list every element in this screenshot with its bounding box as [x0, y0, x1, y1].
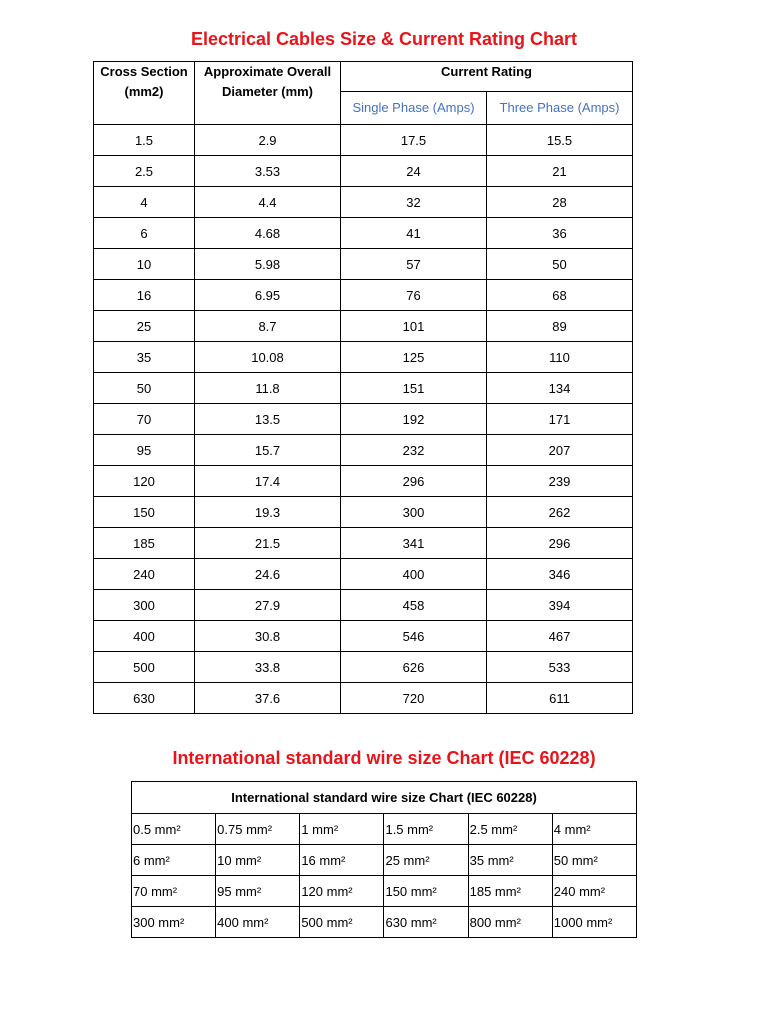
cell-diameter: 5.98: [195, 249, 341, 280]
cell-diameter: 3.53: [195, 156, 341, 187]
cell-diameter: 11.8: [195, 373, 341, 404]
table-row: [94, 652, 633, 683]
iec-size-cell: 1 mm²: [300, 814, 384, 845]
iec-header-row: [132, 782, 637, 814]
page-title: Electrical Cables Size & Current Rating Chart: [190, 29, 578, 49]
cell-diameter: 8.7: [195, 311, 341, 342]
header-cross-section: Cross Section (mm2): [94, 62, 195, 125]
cell-single-phase: 458: [341, 590, 487, 621]
cell-cross-section: 240: [94, 559, 195, 590]
cell-single-phase: 341: [341, 528, 487, 559]
cell-three-phase: 21: [487, 156, 633, 187]
iec-size-cell: 150 mm²: [384, 876, 468, 907]
table-row: [94, 280, 633, 311]
cell-three-phase: 346: [487, 559, 633, 590]
iec-size-cell: 50 mm²: [552, 845, 636, 876]
cell-single-phase: 296: [341, 466, 487, 497]
iec-table-body: [132, 814, 637, 938]
cell-single-phase: 626: [341, 652, 487, 683]
table-row: [94, 311, 633, 342]
cell-cross-section: 35: [94, 342, 195, 373]
cell-three-phase: 207: [487, 435, 633, 466]
cell-single-phase: 57: [341, 249, 487, 280]
iec-size-cell: 95 mm²: [216, 876, 300, 907]
iec-size-cell: 185 mm²: [468, 876, 552, 907]
iec-size-cell: 630 mm²: [384, 907, 468, 938]
cell-three-phase: 68: [487, 280, 633, 311]
iec-size-cell: 1000 mm²: [552, 907, 636, 938]
cell-single-phase: 76: [341, 280, 487, 311]
cell-three-phase: 296: [487, 528, 633, 559]
table-row: [94, 249, 633, 280]
table-row: [94, 621, 633, 652]
cell-three-phase: 262: [487, 497, 633, 528]
iec-size-cell: 35 mm²: [468, 845, 552, 876]
cell-cross-section: 2.5: [94, 156, 195, 187]
cell-diameter: 24.6: [195, 559, 341, 590]
cell-cross-section: 120: [94, 466, 195, 497]
table-row: [94, 683, 633, 714]
cell-three-phase: 533: [487, 652, 633, 683]
cell-single-phase: 300: [341, 497, 487, 528]
table-row: [94, 435, 633, 466]
cell-three-phase: 467: [487, 621, 633, 652]
cell-cross-section: 500: [94, 652, 195, 683]
iec-size-cell: 0.75 mm²: [216, 814, 300, 845]
table-row: [94, 590, 633, 621]
cell-diameter: 17.4: [195, 466, 341, 497]
cell-cross-section: 300: [94, 590, 195, 621]
cell-diameter: 6.95: [195, 280, 341, 311]
cell-cross-section: 1.5: [94, 125, 195, 156]
cell-three-phase: 611: [487, 683, 633, 714]
cell-cross-section: 4: [94, 187, 195, 218]
cell-single-phase: 192: [341, 404, 487, 435]
table-row: [94, 528, 633, 559]
iec-size-cell: 2.5 mm²: [468, 814, 552, 845]
cell-cross-section: 400: [94, 621, 195, 652]
cell-diameter: 13.5: [195, 404, 341, 435]
cable-rating-table: [93, 61, 633, 714]
cell-three-phase: 171: [487, 404, 633, 435]
cell-cross-section: 95: [94, 435, 195, 466]
cell-three-phase: 28: [487, 187, 633, 218]
header-single-phase: Single Phase (Amps): [341, 92, 487, 125]
iec-size-cell: 500 mm²: [300, 907, 384, 938]
iec-size-cell: 25 mm²: [384, 845, 468, 876]
iec-size-cell: 4 mm²: [552, 814, 636, 845]
table-row: [94, 373, 633, 404]
iec-size-cell: 240 mm²: [552, 876, 636, 907]
cell-three-phase: 50: [487, 249, 633, 280]
header-diameter: Approximate Overall Diameter (mm): [195, 62, 341, 125]
cell-single-phase: 101: [341, 311, 487, 342]
cell-cross-section: 16: [94, 280, 195, 311]
iec-table-header: International standard wire size Chart (IEC 60228): [132, 782, 637, 814]
cell-diameter: 27.9: [195, 590, 341, 621]
cell-diameter: 21.5: [195, 528, 341, 559]
cell-diameter: 10.08: [195, 342, 341, 373]
cell-cross-section: 70: [94, 404, 195, 435]
iec-size-cell: 0.5 mm²: [132, 814, 216, 845]
table-row: [94, 156, 633, 187]
cell-cross-section: 50: [94, 373, 195, 404]
cell-three-phase: 239: [487, 466, 633, 497]
cell-three-phase: 394: [487, 590, 633, 621]
iec-size-cell: 1.5 mm²: [384, 814, 468, 845]
cell-cross-section: 25: [94, 311, 195, 342]
iec-size-cell: 800 mm²: [468, 907, 552, 938]
iec-size-cell: 300 mm²: [132, 907, 216, 938]
iec-size-cell: 16 mm²: [300, 845, 384, 876]
cell-single-phase: 24: [341, 156, 487, 187]
iec-wire-size-table: [131, 781, 637, 938]
table-row: [94, 125, 633, 156]
cell-cross-section: 185: [94, 528, 195, 559]
cell-diameter: 37.6: [195, 683, 341, 714]
cell-diameter: 30.8: [195, 621, 341, 652]
iec-size-cell: 400 mm²: [216, 907, 300, 938]
iec-size-cell: 6 mm²: [132, 845, 216, 876]
header-three-phase: Three Phase (Amps): [487, 92, 633, 125]
cell-three-phase: 15.5: [487, 125, 633, 156]
cell-diameter: 19.3: [195, 497, 341, 528]
cell-cross-section: 150: [94, 497, 195, 528]
cell-diameter: 2.9: [195, 125, 341, 156]
cell-cross-section: 630: [94, 683, 195, 714]
cell-cross-section: 10: [94, 249, 195, 280]
cell-single-phase: 232: [341, 435, 487, 466]
cell-three-phase: 134: [487, 373, 633, 404]
cell-single-phase: 546: [341, 621, 487, 652]
cell-cross-section: 6: [94, 218, 195, 249]
cell-three-phase: 110: [487, 342, 633, 373]
table-header-row: [94, 62, 633, 92]
cell-three-phase: 89: [487, 311, 633, 342]
cell-single-phase: 720: [341, 683, 487, 714]
iec-table-row: [132, 876, 637, 907]
cell-diameter: 4.4: [195, 187, 341, 218]
iec-table-row: [132, 845, 637, 876]
table-body: [94, 125, 633, 714]
table-row: [94, 187, 633, 218]
table-row: [94, 497, 633, 528]
cell-single-phase: 32: [341, 187, 487, 218]
table-row: [94, 466, 633, 497]
table-row: [94, 342, 633, 373]
header-current-rating: Current Rating: [341, 62, 633, 92]
table-row: [94, 559, 633, 590]
iec-size-cell: 70 mm²: [132, 876, 216, 907]
cell-diameter: 33.8: [195, 652, 341, 683]
iec-table-row: [132, 814, 637, 845]
table-row: [94, 404, 633, 435]
cell-single-phase: 125: [341, 342, 487, 373]
iec-size-cell: 120 mm²: [300, 876, 384, 907]
cell-three-phase: 36: [487, 218, 633, 249]
cell-single-phase: 151: [341, 373, 487, 404]
iec-size-cell: 10 mm²: [216, 845, 300, 876]
cell-single-phase: 17.5: [341, 125, 487, 156]
table-row: [94, 218, 633, 249]
iec-table-row: [132, 907, 637, 938]
section-title-iec: International standard wire size Chart (IEC 60228): [172, 748, 596, 768]
cell-diameter: 4.68: [195, 218, 341, 249]
cell-single-phase: 41: [341, 218, 487, 249]
cell-single-phase: 400: [341, 559, 487, 590]
cell-diameter: 15.7: [195, 435, 341, 466]
